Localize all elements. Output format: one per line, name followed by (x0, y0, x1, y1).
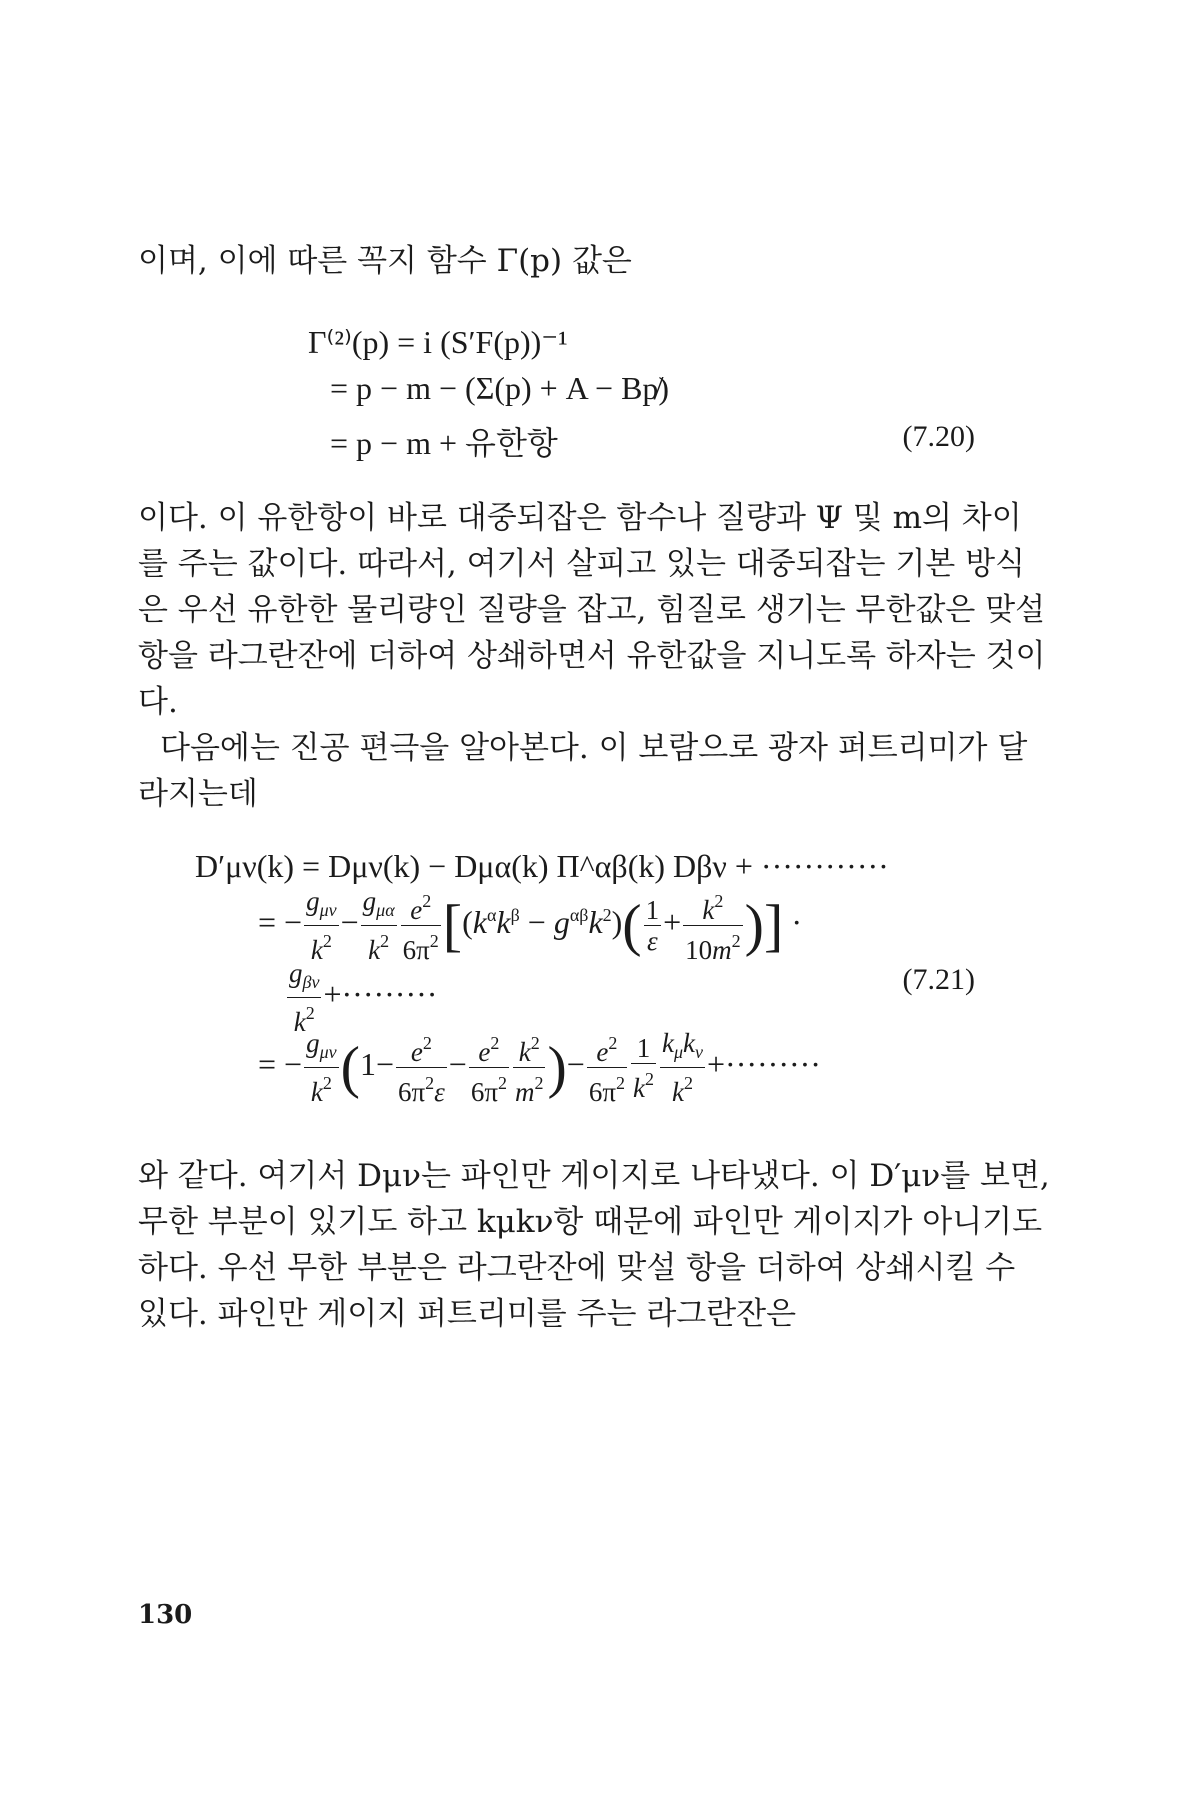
eq721-line2: = − $\frac{g_{\mu\nu}}{k^2}$ − $\frac{g_{\mu\alpha}}{k^2}$ $\frac{e^2}{6\pi^2}$ [$(k^\alpha k^\beta - g^{\alpha\beta}k^2)$( $\frac{1}{\varepsilon}$ + $\frac{k^2}{10m^2}$ )] · (258, 886, 802, 965)
p4-line3: 하다. 우선 무한 부분은 라그란잔에 맞설 항을 더하여 상쇄시킬 수 (138, 1250, 1016, 1286)
p2-line1: 이다. 이 유한항이 바로 대중되잡은 함수나 질량과 Ψ 및 m의 차이 (138, 500, 1022, 536)
p4-line2: 무한 부분이 있기도 하고 kμkν항 때문에 파인만 게이지가 아니기도 (138, 1204, 1043, 1240)
eq721-line1: D′μν(k) = Dμν(k) − Dμα(k) Π^αβ(k) Dβν + ············ (195, 848, 889, 884)
eq721-line3-dots: +········· (323, 975, 438, 1012)
eq721-number: (7.21) (902, 963, 975, 996)
eq720-line3: = p − m + 유한항 (330, 425, 558, 461)
eq721-line3: $\frac{g_{\beta\nu}}{k^2}$ +········· (289, 958, 438, 1037)
p3-line1: 다음에는 진공 편극을 알아본다. 이 보람으로 광자 퍼트리미가 달 (160, 730, 1028, 766)
eq720-line1: Γ⁽²⁾(p) = i (S′F(p))⁻¹ (308, 324, 568, 360)
p3-line2: 라지는데 (138, 776, 258, 812)
eq721-line4: = − $\frac{g_{\mu\nu}}{k^2}$ (1− $\frac{e^2}{6\pi^2\varepsilon}$ − $\frac{e^2}{6\pi^2}$ $\frac{k^2}{m^2}$ )− $\frac{e^2}{6\pi^2}$ $\frac{1}{k^2}$ $\frac{k_\mu k_\nu}{k^2}$ +········· (258, 1028, 821, 1107)
p4-line4: 있다. 파인만 게이지 퍼트리미를 주는 라그란잔은 (138, 1296, 797, 1332)
p4-line1: 와 같다. 여기서 Dμν는 파인만 게이지로 나타냈다. 이 D′μν를 보면, (138, 1158, 1050, 1194)
p2-line5: 다. (138, 684, 178, 720)
p2-line4: 항을 라그란잔에 더하여 상쇄하면서 유한값을 지니도록 하자는 것이 (138, 638, 1046, 674)
page-number: 130 (138, 1600, 193, 1630)
intro-line: 이며, 이에 따른 꼭지 함수 Γ(p) 값은 (138, 243, 632, 279)
p2-line2: 를 주는 값이다. 따라서, 여기서 살피고 있는 대중되잡는 기본 방식 (138, 546, 1025, 582)
eq720-number: (7.20) (902, 420, 975, 453)
eq721-line4-dots: +········· (706, 1045, 821, 1082)
eq720-line2: = p − m − (Σ(p) + A − Bp̸) (330, 370, 670, 406)
p2-line3: 은 우선 유한한 물리량인 질량을 잡고, 힘질로 생기는 무한값은 맞설 (138, 592, 1046, 628)
